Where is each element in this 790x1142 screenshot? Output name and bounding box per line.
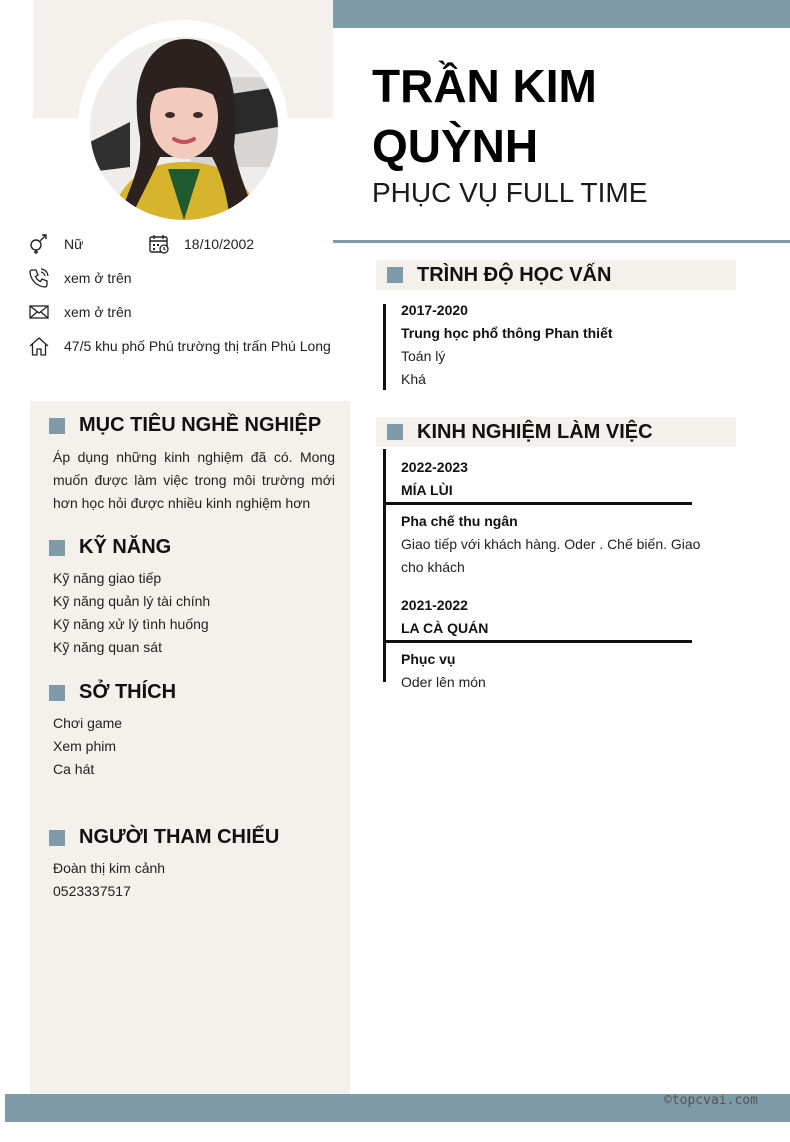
- watermark: ©topcvai.com: [664, 1093, 758, 1108]
- birthday-value: 18/10/2002: [184, 236, 255, 252]
- section-marker: [49, 830, 65, 846]
- hobbies-heading-label: SỞ THÍCH: [79, 681, 177, 703]
- top-accent-bar: [333, 0, 790, 28]
- birthday-row: [148, 233, 254, 255]
- job-description: Giao tiếp với khách hàng. Oder . Chế biến. Giao cho khách: [401, 536, 701, 575]
- education-heading: [376, 260, 736, 290]
- job-divider: [383, 640, 692, 643]
- education-heading-label: TRÌNH ĐỘ HỌC VẤN: [417, 263, 612, 286]
- list-item: Kỹ năng giao tiếp: [53, 570, 162, 586]
- email-value: xem ở trên: [64, 304, 132, 320]
- phone-row: [28, 267, 132, 289]
- job-position: Pha chế thu ngân: [401, 513, 518, 529]
- section-marker: [387, 424, 403, 440]
- gender-icon: [28, 233, 50, 255]
- job-company: MÍA LÙI: [401, 482, 453, 498]
- job-description: Oder lên món: [401, 674, 486, 690]
- education-school: Trung học phổ thông Phan thiết: [401, 325, 613, 341]
- list-item: Ca hát: [53, 761, 95, 777]
- list-item: Kỹ năng xử lý tình huống: [53, 616, 209, 632]
- skills-heading: [49, 536, 171, 559]
- job-position: Phục vụ: [401, 651, 456, 667]
- list-item: Kỹ năng quan sát: [53, 639, 162, 655]
- list-item: Kỹ năng quản lý tài chính: [53, 593, 211, 609]
- list-item: Xem phim: [53, 738, 117, 754]
- skills-list: [53, 567, 210, 659]
- objective-text: Áp dụng những kinh nghiệm đã có. Mong muốn được làm việc trong môi trường mới hơn học hỏi được nhiều kinh nghiệm hơn: [53, 449, 335, 511]
- avatar: [90, 37, 278, 220]
- list-item: Chơi game: [53, 715, 123, 731]
- hobbies-list: [53, 712, 122, 781]
- hobbies-heading: [49, 681, 176, 704]
- job-company: LA CÀ QUÁN: [401, 620, 489, 636]
- section-marker: [49, 685, 65, 701]
- avatar-illustration: [90, 37, 278, 220]
- phone-value: xem ở trên: [64, 270, 132, 286]
- section-marker: [49, 418, 65, 434]
- gender-row: [28, 233, 83, 255]
- gender-value: Nữ: [64, 236, 84, 252]
- objective-heading: [49, 414, 321, 437]
- calendar-icon: [148, 233, 170, 255]
- experience-heading: [376, 417, 736, 447]
- objective-heading-label: MỤC TIÊU NGHỀ NGHIỆP: [79, 414, 322, 436]
- skills-heading-label: KỸ NĂNG: [79, 536, 172, 558]
- reference-name: Đoàn thị kim cảnh: [53, 860, 166, 876]
- section-marker: [387, 267, 403, 283]
- candidate-name: TRẦN KIM QUỲNH: [372, 60, 597, 172]
- references-heading: [49, 826, 279, 849]
- reference-phone: 0523337517: [53, 883, 131, 899]
- experience-heading-label: KINH NGHIỆM LÀM VIỆC: [417, 420, 653, 443]
- education-major: Toán lý: [401, 348, 446, 364]
- experience-timeline-line: [383, 449, 386, 682]
- mail-icon: [28, 301, 50, 323]
- section-marker: [49, 540, 65, 556]
- job-title: PHỤC VỤ FULL TIME: [372, 177, 648, 208]
- job-period: 2021-2022: [401, 597, 468, 613]
- job-divider: [383, 502, 692, 505]
- references-list: [53, 857, 165, 903]
- email-row: [28, 301, 132, 323]
- home-icon: [28, 335, 50, 357]
- references-heading-label: NGƯỜI THAM CHIẾU: [79, 826, 280, 848]
- job-period: 2022-2023: [401, 459, 468, 475]
- address-row: [28, 335, 331, 357]
- education-timeline-line: [383, 304, 386, 390]
- address-value: 47/5 khu phố Phú trường thị trấn Phú Long: [64, 338, 331, 354]
- phone-icon: [28, 267, 50, 289]
- title-divider: [333, 240, 790, 243]
- education-period: 2017-2020: [401, 302, 468, 318]
- education-grade: Khá: [401, 371, 426, 387]
